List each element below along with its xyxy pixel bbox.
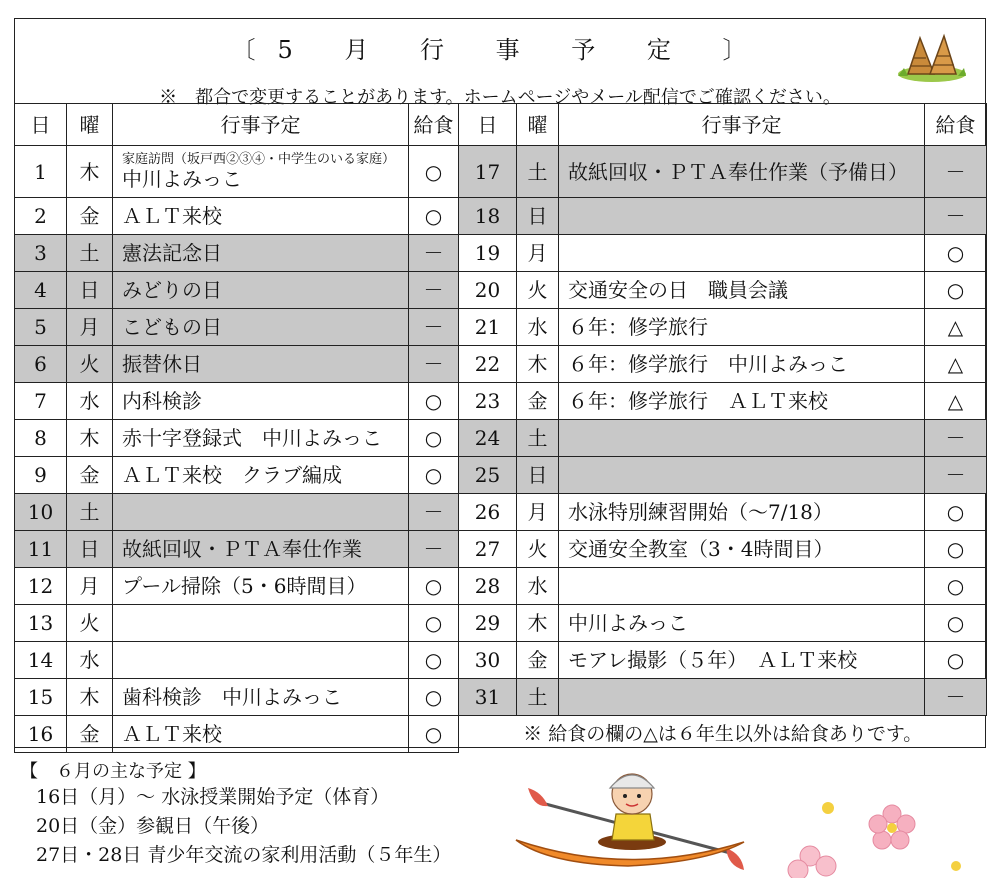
event-cell: 振替休日 (113, 346, 409, 383)
event-cell: 憲法記念日 (113, 235, 409, 272)
lunch-cell: ○ (409, 568, 459, 605)
day-cell: 23 (459, 383, 517, 420)
weekday-cell: 木 (517, 346, 559, 383)
event-cell: 水泳特別練習開始（～7/18） (559, 494, 925, 531)
event-cell: 交通安全の日 職員会議 (559, 272, 925, 309)
lunch-cell: ○ (925, 235, 987, 272)
event-cell: ６年：修学旅行 中川よみっこ (559, 346, 925, 383)
event-cell: 内科検診 (113, 383, 409, 420)
weekday-cell: 月 (517, 235, 559, 272)
event-cell: こどもの日 (113, 309, 409, 346)
weekday-cell: 月 (67, 568, 113, 605)
june-schedule-title: 【 ６月の主な予定 】 (20, 761, 206, 782)
lunch-cell: ○ (409, 146, 459, 198)
weekday-cell: 土 (67, 235, 113, 272)
weekday-cell: 木 (67, 146, 113, 198)
schedule-table (14, 103, 987, 753)
weekday-cell: 金 (67, 198, 113, 235)
day-cell: 9 (15, 457, 67, 494)
lunch-cell: ○ (925, 531, 987, 568)
day-cell: 18 (459, 198, 517, 235)
lunch-cell: ○ (409, 457, 459, 494)
weekday-cell: 土 (517, 146, 559, 198)
event-cell (559, 198, 925, 235)
table-row (15, 531, 987, 568)
lunch-cell: － (409, 346, 459, 383)
day-cell: 2 (15, 198, 67, 235)
day-cell: 30 (459, 642, 517, 679)
day-cell: 26 (459, 494, 517, 531)
lunch-cell: ○ (409, 420, 459, 457)
weekday-cell: 月 (517, 494, 559, 531)
flower-icon (784, 800, 974, 878)
day-cell: 28 (459, 568, 517, 605)
table-row (15, 272, 987, 309)
june-plan-item: 27日・28日 青少年交流の家利用活動（５年生） (36, 844, 452, 866)
event-cell (559, 420, 925, 457)
lunch-cell: △ (925, 383, 987, 420)
weekday-cell: 木 (517, 605, 559, 642)
day-cell: 6 (15, 346, 67, 383)
june-plan-item: 16日（月）～ 水泳授業開始予定（体育） (36, 786, 390, 808)
lunch-cell: ○ (925, 494, 987, 531)
day-cell: 4 (15, 272, 67, 309)
event-cell: 赤十字登録式 中川よみっこ (113, 420, 409, 457)
table-row (15, 146, 987, 198)
day-cell: 14 (15, 642, 67, 679)
lunch-cell: － (409, 531, 459, 568)
lunch-cell: － (925, 198, 987, 235)
table-row (15, 605, 987, 642)
change-notice: ※ 都合で変更することがあります。ホームページやメール配信でご確認ください。 (159, 87, 841, 108)
day-cell: 29 (459, 605, 517, 642)
table-row (15, 346, 987, 383)
table-header-row (15, 104, 987, 146)
lunch-cell: － (409, 494, 459, 531)
table-row (15, 494, 987, 531)
weekday-cell: 水 (517, 309, 559, 346)
column-header-lunch: 給食 (925, 104, 987, 146)
table-row (15, 679, 987, 716)
lunch-cell: △ (925, 309, 987, 346)
day-cell: 27 (459, 531, 517, 568)
lunch-cell: － (925, 457, 987, 494)
event-cell (113, 605, 409, 642)
event-cell: ６年：修学旅行 ＡＬＴ来校 (559, 383, 925, 420)
day-cell: 12 (15, 568, 67, 605)
lunch-cell: － (925, 679, 987, 716)
day-cell: 20 (459, 272, 517, 309)
weekday-cell: 日 (517, 198, 559, 235)
weekday-cell: 金 (67, 457, 113, 494)
event-cell: 歯科検診 中川よみっこ (113, 679, 409, 716)
table-row (15, 420, 987, 457)
weekday-cell: 月 (67, 309, 113, 346)
event-cell: ＡＬＴ来校 クラブ編成 (113, 457, 409, 494)
day-cell: 15 (15, 679, 67, 716)
table-row (15, 642, 987, 679)
day-cell: 22 (459, 346, 517, 383)
weekday-cell: 水 (517, 568, 559, 605)
lunch-note: ※ 給食の欄の△は６年生以外は給食ありです。 (523, 722, 923, 745)
weekday-cell: 木 (67, 420, 113, 457)
table-row (15, 309, 987, 346)
weekday-cell: 金 (67, 716, 113, 753)
lunch-cell: ○ (409, 642, 459, 679)
column-header-weekday: 曜 (517, 104, 559, 146)
event-cell: みどりの日 (113, 272, 409, 309)
weekday-cell: 日 (67, 272, 113, 309)
day-cell: 17 (459, 146, 517, 198)
day-cell: 3 (15, 235, 67, 272)
weekday-cell: 金 (517, 642, 559, 679)
column-header-day: 日 (459, 104, 517, 146)
event-cell: 交通安全教室（3・4時間目） (559, 531, 925, 568)
weekday-cell: 水 (67, 642, 113, 679)
table-row (15, 457, 987, 494)
lunch-cell: － (925, 420, 987, 457)
june-plan-item: 20日（金）参観日（午後） (36, 815, 270, 837)
event-cell: ＡＬＴ来校 (113, 198, 409, 235)
day-cell: 25 (459, 457, 517, 494)
day-cell: 31 (459, 679, 517, 716)
event-text: 中川よみっこ (122, 166, 242, 191)
event-cell: 故紙回収・ＰＴＡ奉仕作業 (113, 531, 409, 568)
day-cell: 1 (15, 146, 67, 198)
weekday-cell: 土 (67, 494, 113, 531)
lunch-cell: ○ (409, 679, 459, 716)
weekday-cell: 火 (517, 531, 559, 568)
event-cell (559, 457, 925, 494)
event-cell (113, 146, 409, 198)
weekday-cell: 火 (67, 605, 113, 642)
column-header-events: 行事予定 (559, 104, 925, 146)
page-title: 〔5 月 行 事 予 定 〕 (231, 36, 769, 64)
day-cell: 10 (15, 494, 67, 531)
day-cell: 16 (15, 716, 67, 753)
lunch-cell: ○ (925, 605, 987, 642)
event-cell: 中川よみっこ (559, 605, 925, 642)
event-text: 家庭訪問（坂戸西②③④・中学生のいる家庭） (122, 152, 396, 168)
event-cell: ６年：修学旅行 (559, 309, 925, 346)
table-row (15, 568, 987, 605)
weekday-cell: 土 (517, 420, 559, 457)
june-plan-list (36, 783, 451, 870)
lunch-cell: ○ (925, 568, 987, 605)
event-cell: プール掃除（5・6時間目） (113, 568, 409, 605)
kayak-child-illustration (508, 758, 748, 876)
table-row (15, 383, 987, 420)
column-header-weekday: 曜 (67, 104, 113, 146)
lunch-cell: △ (925, 346, 987, 383)
weekday-cell: 日 (67, 531, 113, 568)
weekday-cell: 金 (517, 383, 559, 420)
lunch-cell: ○ (409, 198, 459, 235)
lunch-cell: － (925, 146, 987, 198)
day-cell: 11 (15, 531, 67, 568)
weekday-cell: 日 (517, 457, 559, 494)
weekday-cell: 土 (517, 679, 559, 716)
weekday-cell: 水 (67, 383, 113, 420)
day-cell: 24 (459, 420, 517, 457)
table-row (15, 716, 987, 753)
lunch-cell: ○ (409, 383, 459, 420)
event-cell (559, 568, 925, 605)
table-row (15, 198, 987, 235)
event-cell: 故紙回収・ＰＴＡ奉仕作業（予備日） (559, 146, 925, 198)
day-cell: 21 (459, 309, 517, 346)
weekday-cell: 木 (67, 679, 113, 716)
lunch-cell: ○ (925, 272, 987, 309)
column-header-day: 日 (15, 104, 67, 146)
lunch-cell: － (409, 235, 459, 272)
lunch-cell: － (409, 309, 459, 346)
event-cell (113, 494, 409, 531)
column-header-lunch: 給食 (409, 104, 459, 146)
lunch-cell: ○ (409, 605, 459, 642)
lunch-cell: － (409, 272, 459, 309)
column-header-events: 行事予定 (113, 104, 409, 146)
lunch-cell: ○ (409, 716, 459, 753)
event-cell: ＡＬＴ来校 (113, 716, 409, 753)
day-cell: 7 (15, 383, 67, 420)
day-cell: 5 (15, 309, 67, 346)
table-row (15, 235, 987, 272)
event-cell (559, 235, 925, 272)
lunch-cell: ○ (925, 642, 987, 679)
event-cell (113, 642, 409, 679)
day-cell: 8 (15, 420, 67, 457)
event-cell: モアレ撮影（５年） ＡＬＴ来校 (559, 642, 925, 679)
event-cell (559, 679, 925, 716)
bamboo-shoot-icon (894, 28, 970, 84)
day-cell: 19 (459, 235, 517, 272)
weekday-cell: 火 (67, 346, 113, 383)
day-cell: 13 (15, 605, 67, 642)
weekday-cell: 火 (517, 272, 559, 309)
